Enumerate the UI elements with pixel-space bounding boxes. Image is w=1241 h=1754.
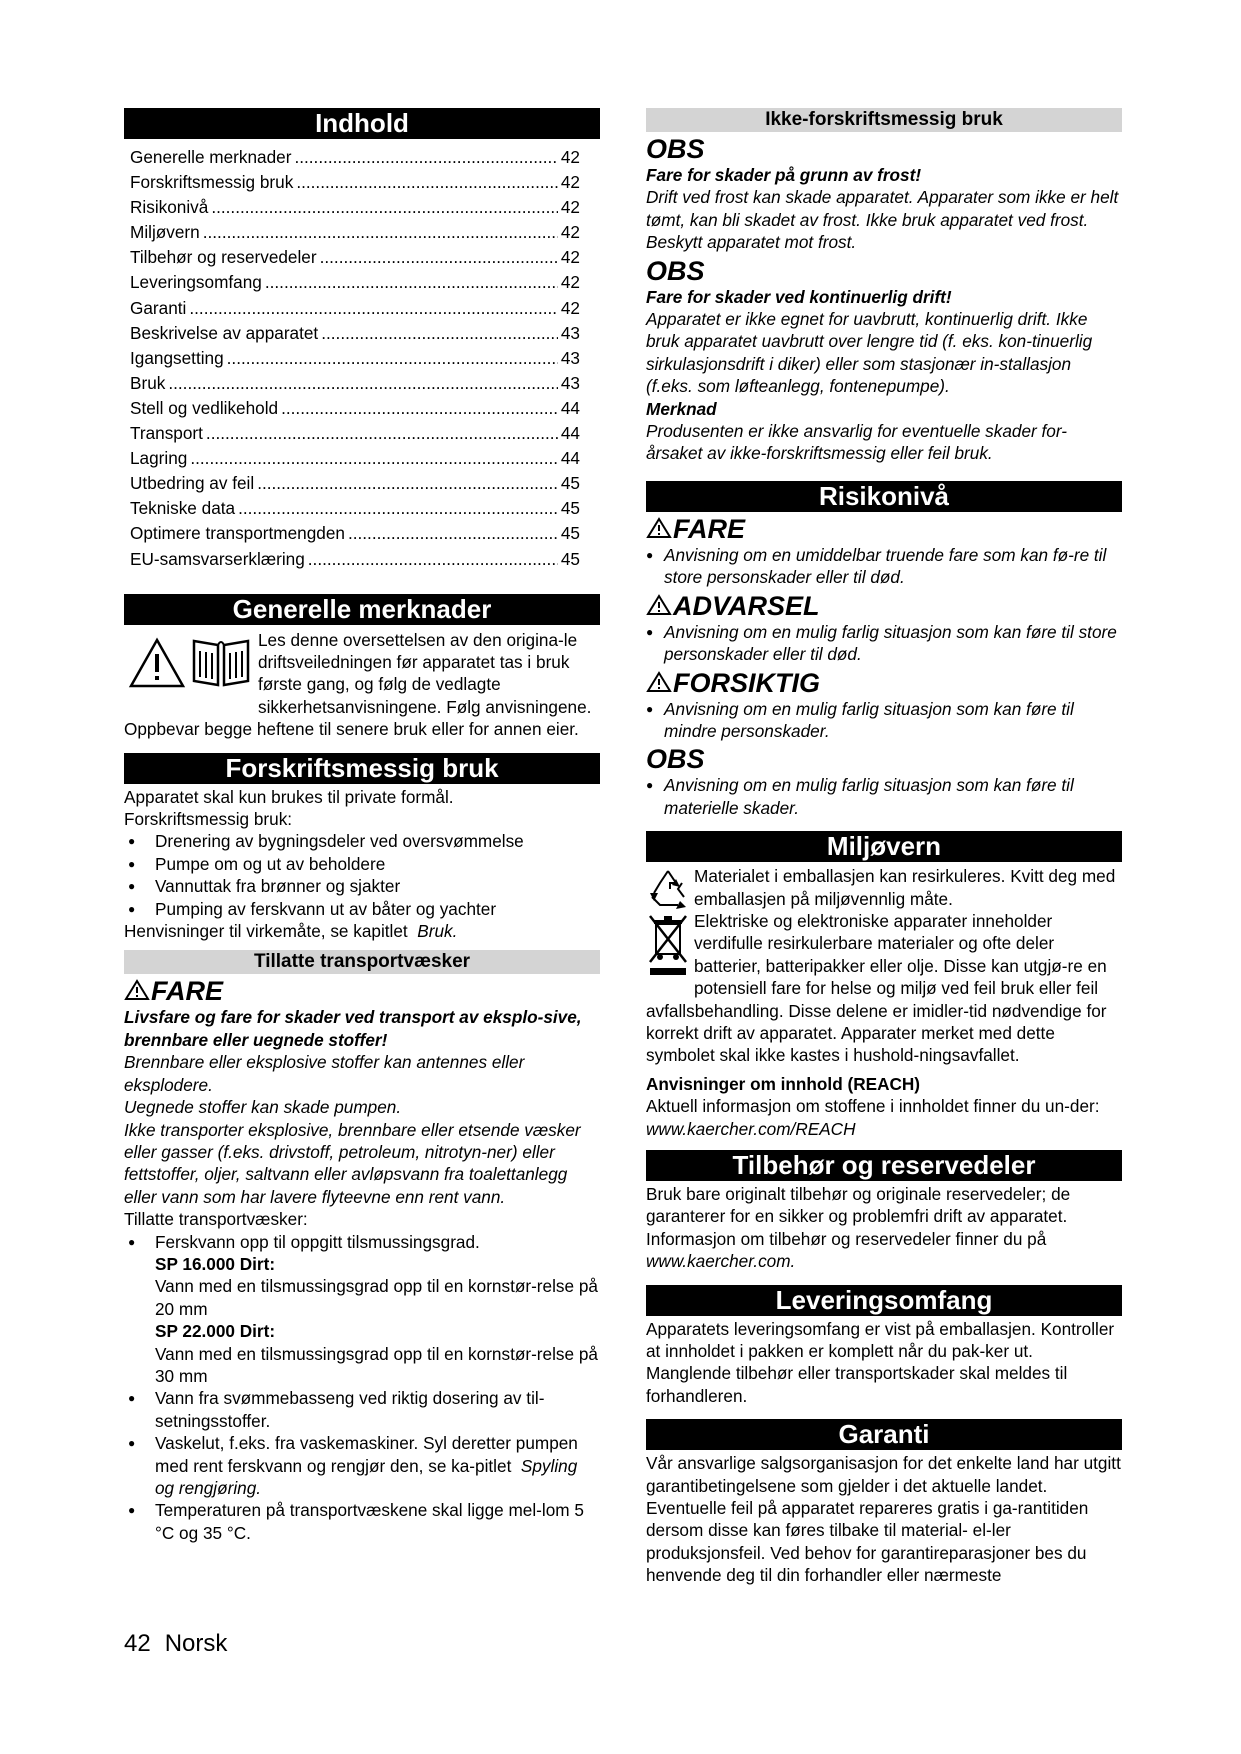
risk-fare-list [646, 544, 1122, 589]
delivery-heading: Leveringsomfang [646, 1285, 1122, 1316]
toc-dot-leader [296, 170, 558, 195]
warranty-text: Vår ansvarlige salgsorganisasjon for det enkelte land har utgitt garantibetingelsene som gjelder i det aktuelle landet. Eventuelle feil på apparatet repareres gratis i ga-rantitiden dersom disse kan føres tilbake til material- el-ler produksjonsfeil. Ved behov for garantireparasjoner bes du henvende deg til din forhandler eller nærmeste [646, 1453, 1121, 1586]
toc-dot-leader [190, 446, 558, 471]
list-item: ● Anvisning om en umiddelbar truende fare som kan fø-re til store personskader eller til død. [646, 544, 1122, 589]
accessories-text [646, 1183, 1122, 1273]
fluids-signal-word: FARE [151, 976, 224, 1007]
footer-language: Norsk [164, 1630, 228, 1657]
toc-dot-leader [294, 145, 557, 170]
recycle-block [646, 865, 1122, 910]
list-item [124, 1432, 600, 1499]
right-column [646, 108, 1122, 1587]
toc-heading: Indhold [124, 108, 600, 139]
manual-book-icon [190, 633, 252, 689]
risk-forsiktig-list [646, 698, 1122, 743]
toc-entry-title: Transport [130, 423, 203, 444]
merknad-title: Merknad [646, 398, 717, 419]
toc-entry-title: Tilbehør og reservedeler [130, 247, 317, 268]
sp22-label: SP 22.000 Dirt: [155, 1321, 276, 1342]
crossed-bin-icon [646, 912, 690, 978]
toc-entry-title: Tekniske data [130, 498, 236, 519]
toc-dot-leader [206, 421, 558, 446]
risk-forsiktig-signal [646, 668, 1122, 698]
toc-entry [130, 321, 580, 346]
toc-entry-page: 45 [560, 498, 580, 519]
toc-entry [130, 471, 580, 496]
toc-dot-leader [281, 396, 558, 421]
toc-entry [130, 270, 580, 295]
fare-word: FARE [673, 513, 746, 544]
toc-entry-title: Generelle merknader [130, 147, 292, 167]
toc-entry-title: Risikonivå [130, 197, 209, 218]
toc-entry-title: Optimere transportmengden [130, 523, 345, 544]
proper-note-ref: Bruk. [417, 921, 458, 942]
weee-text: Elektriske og elektroniske apparater inneholder verdifulle resirkulerbare materialer og ofte deler batterier, batteripakker eller olje. Disse kan utgjø-re en potensiell fare for helse og miljø ved feil bruk eller feil avfallsbehandling. Disse delene er imidler-tid nødvendige for korrekt drift av apparatet. Apparater merket med dette symbolet skal ikke kastes i hushold-ningsavfallet. [646, 910, 1107, 1066]
fluids-item-3: Vaskelut, f.eks. fra vaskemaskiner. Syl deretter pumpen med rent ferskvann og rengjør den, se ka-pitlet [155, 1433, 578, 1476]
risk-advarsel-list [646, 621, 1122, 666]
toc-entry [130, 547, 580, 572]
recycle-text: Materialet i emballasjen kan resirkuleres. Kvitt deg med emballasjen på miljøvennlig måte. [694, 866, 1116, 909]
fluids-warning-title: Livsfare og fare for skader ved transport av eksplo-sive, brennbare eller uegnede stoffer! [124, 1007, 582, 1050]
page-footer [124, 1630, 241, 1658]
merknad-text: Produsenten er ikke ansvarlig for eventuelle skader for-årsaket av ikke-forskriftsmessig eller feil bruk. [646, 421, 1068, 464]
risk-advarsel-signal [646, 591, 1122, 621]
toc-entry-page: 45 [560, 548, 580, 569]
toc-dot-leader [308, 547, 558, 572]
continuous-title: Fare for skader ved kontinuerlig drift! [646, 286, 952, 307]
toc-dot-leader [211, 195, 558, 220]
weee-block [646, 910, 1122, 1067]
toc-entry-page: 42 [560, 222, 580, 243]
reach-url: www.kaercher.com/REACH [646, 1118, 856, 1139]
warning-triangle-icon [646, 594, 672, 616]
risk-heading: Risikonivå [646, 481, 1122, 512]
general-intro: Les denne oversettelsen av den origina-le driftsveiledningen før apparatet tas i bruk første gang, og følg de vedlagte sikkerhetsanvisningene. Følg anvisningene. [258, 629, 592, 717]
toc-entry-page: 45 [560, 523, 580, 544]
warning-triangle-icon [128, 637, 186, 689]
toc-dot-leader [203, 220, 558, 245]
delivery-text: Apparatets leveringsomfang er vist på emballasjen. Kontroller at innholdet i pakken er komplett når du pak-ker ut. Manglende tilbehør eller transportskader skal meldes til forhandleren. [646, 1318, 1115, 1406]
list-item: ● Pumping av ferskvann ut av båter og yachter [124, 898, 600, 920]
proper-use-note [124, 920, 600, 942]
toc-entry [130, 220, 580, 245]
continuous-text: Apparatet er ikke egnet for uavbrutt, kontinuerlig drift. Ikke bruk apparatet uavbrutt over lengre tid (f. eks. kon-tinuerlig sirkulasjonsdrift i diker) eller som stasjonær in-stallasjon (f.eks. som løfteanlegg, fontenepumpe). [646, 309, 1093, 397]
toc-dot-leader [257, 471, 558, 496]
fluids-warning-1: Brennbare eller eksplosive stoffer kan antennes eller eksplodere. [124, 1052, 525, 1095]
list-item: ● Anvisning om en mulig farlig situasjon som kan føre til mindre personskader. [646, 698, 1122, 743]
general-keep: Oppbevar begge heftene til senere bruk eller for annen eier. [124, 719, 579, 740]
toc-dot-leader [227, 346, 558, 371]
fluids-item-3-ref: Spyling og rengjøring. [155, 1455, 578, 1498]
toc-entry-page: 44 [560, 397, 580, 418]
proper-use-label: Forskriftsmessig bruk: [124, 809, 293, 830]
fluids-label: Tillatte transportvæsker: [124, 1209, 308, 1230]
toc-entry [130, 170, 580, 195]
obs-signal: OBS [646, 255, 705, 286]
warning-triangle-icon [646, 671, 672, 693]
accessories-heading: Tilbehør og reservedeler [646, 1150, 1122, 1181]
toc-entry-page: 44 [560, 423, 580, 444]
toc-dot-leader [238, 496, 558, 521]
toc-entry-title: Bruk [130, 372, 166, 393]
toc-entry [130, 421, 580, 446]
toc-entry-title: Stell og vedlikehold [130, 397, 279, 418]
toc-entry-title: Beskrivelse av apparatet [130, 322, 319, 343]
proper-use-list [124, 830, 600, 920]
sp16-label: SP 16.000 Dirt: [155, 1253, 276, 1274]
toc-entry-page: 44 [560, 448, 580, 469]
toc-entry-page: 43 [560, 372, 580, 393]
toc-dot-leader [321, 321, 558, 346]
forsiktig-word: FORSIKTIG [673, 667, 820, 698]
toc-entry-page: 45 [560, 473, 580, 494]
toc-entry-page: 42 [560, 147, 580, 167]
toc-entry-title: EU-samsvarserklæring [130, 548, 305, 569]
obs-signal: OBS [646, 134, 705, 164]
toc-entry-title: Miljøvern [130, 222, 200, 243]
toc-entry [130, 521, 580, 546]
frost-title: Fare for skader på grunn av frost! [646, 165, 922, 185]
risk-obs-signal: OBS [646, 744, 705, 775]
fluids-warning-2: Uegnede stoffer kan skade pumpen. [124, 1097, 402, 1118]
fluids-warning-3: Ikke transporter eksplosive, brennbare eller etsende væsker eller gasser (f.eks. drivstoff, petroleum, nitrotyn-ner) eller fettstoffer, oljer, saltvann eller avløpsvann fra toalettanlegg eller vann som har lavere flyteevne enn rent vann. [124, 1119, 581, 1207]
improper-use-heading: Ikke-forskriftsmessig bruk [646, 108, 1122, 132]
toc-entry [130, 371, 580, 396]
toc-dot-leader [320, 245, 558, 270]
list-item: ● Anvisning om en mulig farlig situasjon som kan føre til store personskader eller til død. [646, 621, 1122, 666]
general-section [124, 629, 600, 741]
toc-entry-page: 43 [560, 347, 580, 368]
left-column [124, 108, 600, 1544]
toc-entry-title: Garanti [130, 297, 187, 318]
warning-triangle-icon [646, 517, 672, 539]
proper-note-text: Henvisninger til virkemåte, se kapitlet [124, 921, 408, 942]
toc-entry [130, 396, 580, 421]
toc-entry [130, 195, 580, 220]
toc-entry-page: 42 [560, 297, 580, 318]
toc-dot-leader [348, 521, 558, 546]
toc-entry-title: Lagring [130, 448, 188, 469]
fluids-item-1: ● Ferskvann opp til oppgitt tilsmussingsgrad. [155, 1231, 480, 1252]
general-heading: Generelle merknader [124, 594, 600, 625]
accessories-url: www.kaercher.com. [646, 1251, 796, 1272]
list-item [124, 1231, 600, 1388]
toc-entry-title: Forskriftsmessig bruk [130, 172, 294, 193]
toc-entry [130, 245, 580, 270]
warranty-heading: Garanti [646, 1419, 1122, 1450]
recycle-icon [646, 867, 690, 909]
list-item: ● Temperaturen på transportvæskene skal ligge mel-lom 5 °C og 35 °C. [124, 1499, 600, 1544]
toc-entry-title: Utbedring av feil [130, 473, 255, 494]
toc-entry [130, 446, 580, 471]
toc-entry-page: 43 [560, 322, 580, 343]
list-item: ● Pumpe om og ut av beholdere [124, 853, 600, 875]
list-item: ● Drenering av bygningsdeler ved oversvømmelse [124, 830, 600, 852]
toc-entry-title: Leveringsomfang [130, 272, 262, 293]
toc-entry-page: 42 [560, 272, 580, 293]
table-of-contents [130, 145, 580, 572]
reach-text [646, 1095, 1122, 1140]
advarsel-word: ADVARSEL [673, 590, 820, 621]
list-item: ● Anvisning om en mulig farlig situasjon som kan føre til materielle skader. [646, 774, 1122, 819]
fluids-danger-signal [124, 976, 600, 1006]
risk-obs-list [646, 774, 1122, 819]
toc-entry [130, 145, 580, 170]
list-item: ● Vannuttak fra brønner og sjakter [124, 875, 600, 897]
toc-entry-page: 42 [560, 197, 580, 218]
sp22-text: Vann med en tilsmussingsgrad opp til en kornstør-relse på 30 mm [155, 1343, 598, 1386]
fluids-heading: Tillatte transportvæsker [124, 950, 600, 974]
reach-title: Anvisninger om innhold (REACH) [646, 1073, 921, 1094]
proper-use-heading: Forskriftsmessig bruk [124, 753, 600, 784]
accessories-body: Bruk bare originalt tilbehør og originale reservedeler; de garanterer for en sikker og problemfri drift av apparatet. Informasjon om tilbehør og reservedeler finner du på [646, 1184, 1071, 1249]
toc-entry-title: Igangsetting [130, 347, 224, 368]
toc-dot-leader [265, 270, 558, 295]
fluids-list [124, 1231, 600, 1545]
list-item: ● Vann fra svømmebasseng ved riktig dosering av til-setningsstoffer. [124, 1387, 600, 1432]
toc-entry [130, 296, 580, 321]
toc-entry-page: 42 [560, 172, 580, 193]
toc-entry [130, 346, 580, 371]
page-number: 42 [124, 1630, 151, 1657]
warning-triangle-icon [124, 979, 150, 1001]
proper-use-intro: Apparatet skal kun brukes til private formål. [124, 786, 454, 807]
risk-fare-signal [646, 514, 1122, 544]
frost-text: Drift ved frost kan skade apparatet. Apparater som ikke er helt tømt, kan bli skadet av frost. Ikke bruk apparatet ved frost. Beskytt apparatet mot frost. [646, 187, 1119, 253]
toc-dot-leader [168, 371, 558, 396]
general-icons [124, 629, 254, 701]
sp16-text: Vann med en tilsmussingsgrad opp til en kornstør-relse på 20 mm [155, 1276, 598, 1319]
toc-entry-page: 42 [560, 247, 580, 268]
toc-dot-leader [189, 296, 558, 321]
environment-section [646, 865, 1122, 1140]
reach-body: Aktuell informasjon om stoffene i innholdet finner du un-der: [646, 1096, 1100, 1117]
toc-entry [130, 496, 580, 521]
environment-heading: Miljøvern [646, 831, 1122, 862]
